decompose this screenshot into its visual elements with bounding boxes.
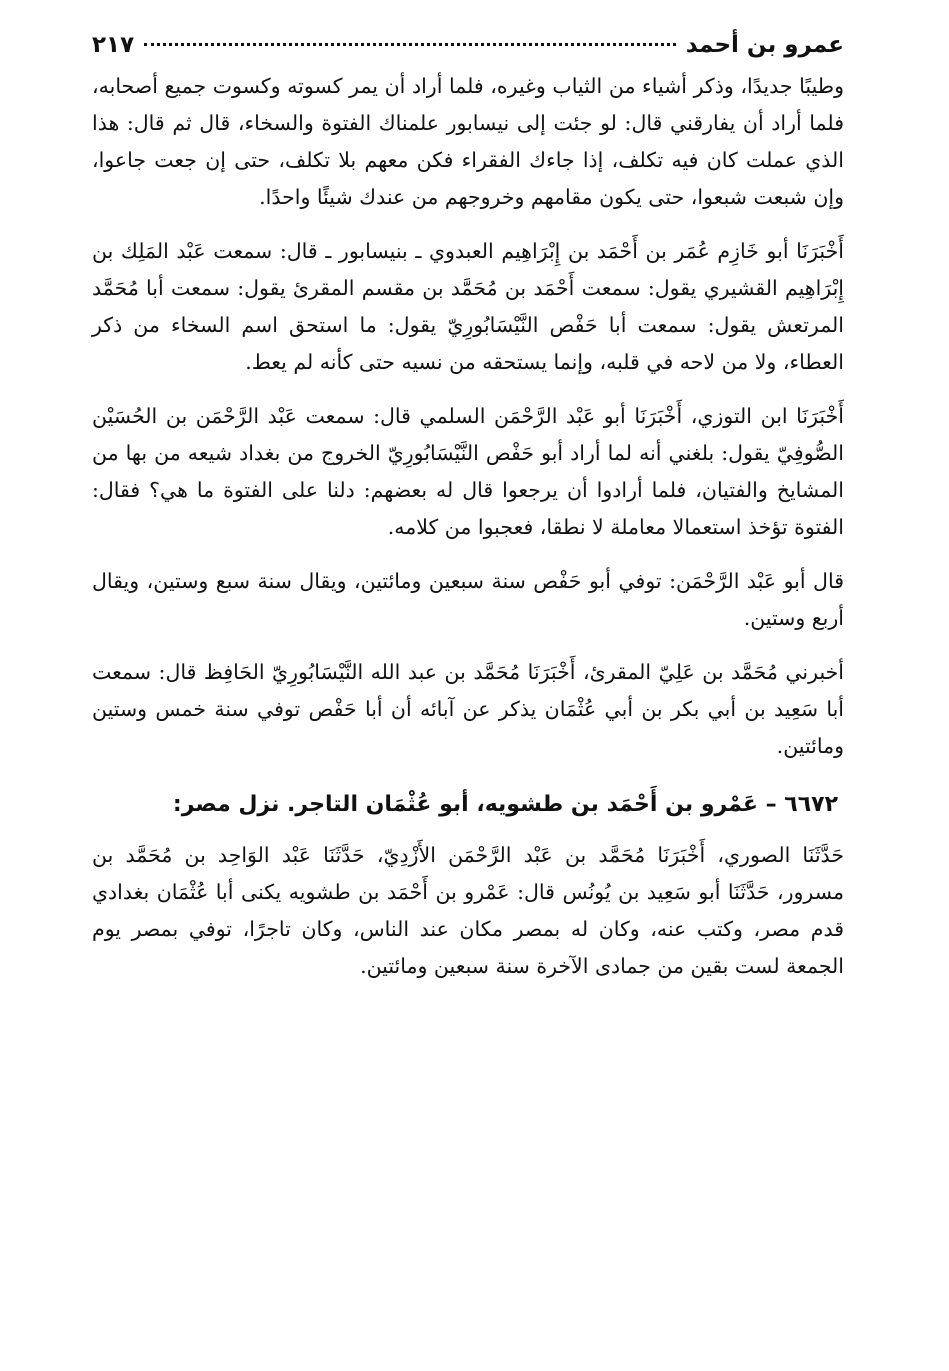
paragraph-narration-1: أَخْبَرَنَا أبو خَازِم عُمَر بن أَحْمَد بن إِبْرَاهِيم العبدوي ـ بنيسابور ـ قال: سمعت عَبْد المَلِك بن إِبْرَاهِيم القشيري يقول: سمعت أَحْمَد بن مُحَمَّد بن مقسم المقرئ يقول: سمعت أبا مُحَمَّد المرتعش يقول: سمعت أبا حَفْص النَّيْسَابُورِيّ يقول: ما استحق اسم السخاء من ذكر العطاء، ولا من لاحه في قلبه، وإنما يستحقه من نسيه حتى كأنه لم يعط.: [92, 239, 844, 374]
header-dot-leader: [144, 43, 676, 46]
paragraph-death-date: قال أبو عَبْد الرَّحْمَن: توفي أبو حَفْص سنة سبعين ومائتين، ويقال سنة سبع وستين، ويقال أربع وستين.: [92, 569, 844, 630]
paragraph-continuation: وطيبًا جديدًا، وذكر أشياء من الثياب وغيره، فلما أراد أن يمر كسوته وكسوت جميع أصحابه، فلما أراد أن يفارقني قال: لو جئت إلى نيسابور علمناك الفتوة والسخاء، قال ثم قال: هذا الذي عملت كان فيه تكلف، إذا جاءك الفقراء فكن معهم بلا تكلف، حتى إن جعت جاعوا، وإن شبعت شبعوا، حتى يكون مقامهم وخروجهم من عندك شيئًا واحدًا.: [92, 74, 844, 209]
biography-entry-heading: ٦٦٧٢ – عَمْرو بن أَحْمَد بن طشويه، أبو عُثْمَان التاجر. نزل مصر:: [172, 792, 838, 817]
paragraph-narration-2: أَخْبَرَنَا ابن التوزي، أَخْبَرَنَا أبو عَبْد الرَّحْمَن السلمي قال: سمعت عَبْد الرَّحْمَن بن الحُسَيْن الصُّوفِيّ يقول: بلغني أنه لما أراد أبو حَفْص النَّيْسَابُورِيّ الخروج من بغداد شيعه من بها من المشايخ والفتيان، فلما أرادوا أن يرجعوا قال له بعضهم: دلنا على الفتوة ما هي؟ فقال: الفتوة تؤخذ استعمالا معاملة لا نطقا، فعجبوا من كلامه.: [92, 404, 844, 539]
book-page: [92, 28, 844, 985]
paragraph-narration-3: أخبرني مُحَمَّد بن عَلِيّ المقرئ، أَخْبَرَنَا مُحَمَّد بن عبد الله النَّيْسَابُورِيّ الحَافِظ قال: سمعت أبا سَعِيد بن أبي بكر بن أبي عُثْمَان يذكر عن آبائه أن أبا حَفْص توفي سنة خمس وستين ومائتين.: [92, 660, 844, 758]
biography-entry-paragraph: حَدَّثَنَا الصوري، أَخْبَرَنَا مُحَمَّد بن عَبْد الرَّحْمَن الأَزْدِيّ، حَدَّثَنَا عَبْد الوَاحِد بن مُحَمَّد بن مسرور، حَدَّثَنَا أبو سَعِيد بن يُونُس قال: عَمْرو بن أَحْمَد بن طشويه يكنى أبا عُثْمَان بغدادي قدم مصر، وكتب عنه، وكان له بمصر مكان عند الناس، وكان تاجرًا، توفي بمصر يوم الجمعة لست بقين من جمادى الآخرة سنة سبعين ومائتين.: [92, 843, 844, 978]
page-number: ٢١٧: [92, 32, 135, 58]
running-title: عمرو بن أحمد: [685, 32, 844, 58]
page-header: [92, 28, 844, 64]
